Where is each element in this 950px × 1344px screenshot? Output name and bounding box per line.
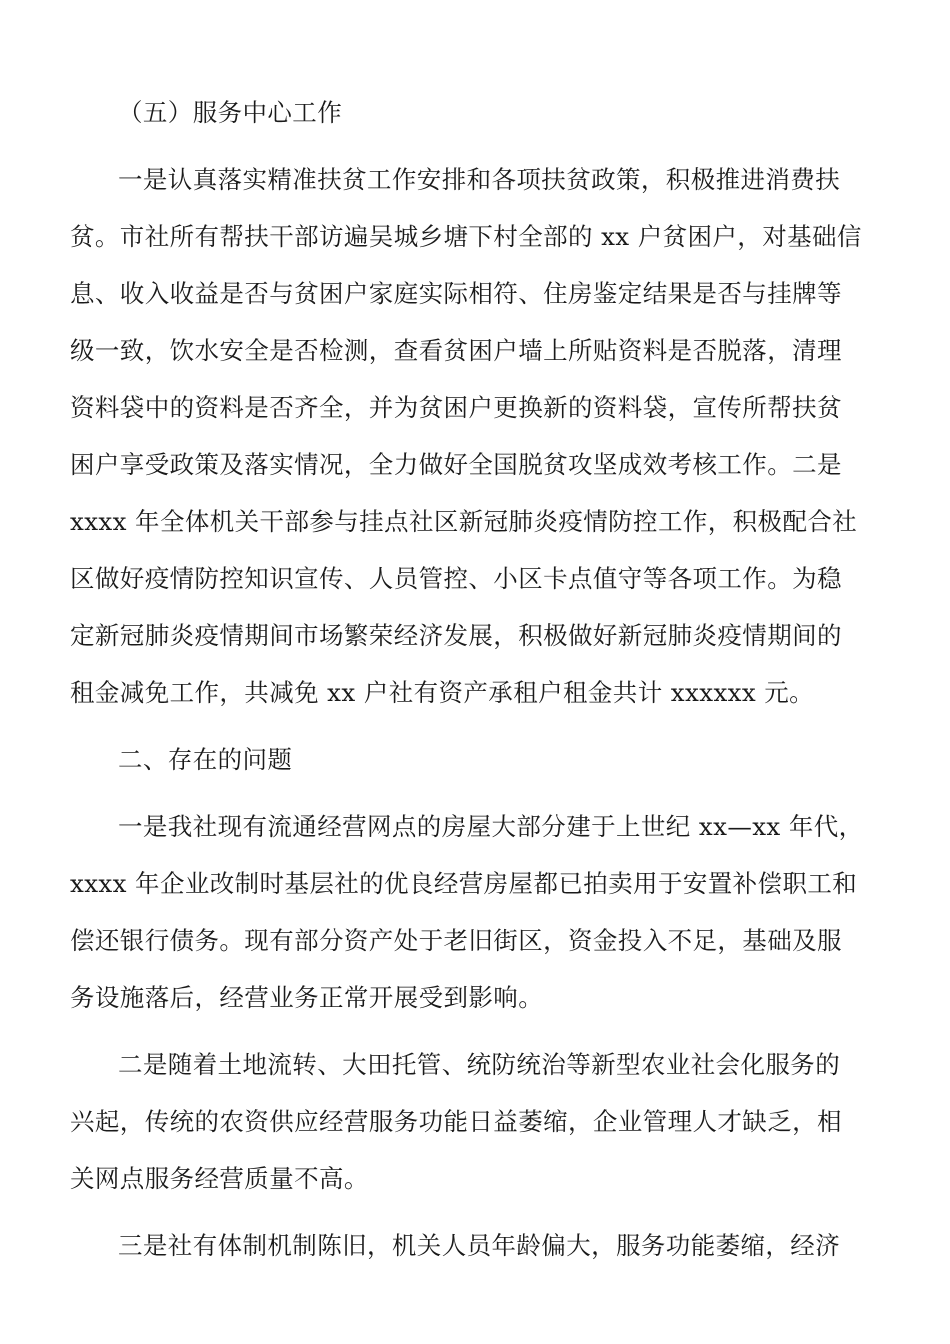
text-line: 资料袋中的资料是否齐全，并为贫困户更换新的资料袋，宣传所帮扶贫 (70, 393, 842, 422)
text-line: 贫。市社所有帮扶干部访遍吴城乡塘下村全部的 xx 户贫困户，对基础信 (70, 222, 862, 251)
paragraph-problem-3 (118, 1217, 882, 1274)
text-line: 二是随着土地流转、大田托管、统防统治等新型农业社会化服务的 (118, 1050, 841, 1079)
text-line: 一是认真落实精准扶贫工作安排和各项扶贫政策，积极推进消费扶 (118, 165, 841, 194)
text-line: xxxx 年企业改制时基层社的优良经营房屋都已拍卖用于安置补偿职工和 (70, 869, 858, 898)
text-line: 租金减免工作，共减免 xx 户社有资产承租户租金共计 xxxxxx 元。 (70, 678, 815, 707)
text-line: 困户享受政策及落实情况，全力做好全国脱贫攻坚成效考核工作。二是 (70, 450, 842, 479)
paragraph-poverty-alleviation (70, 151, 882, 721)
text-line: 一是我社现有流通经营网点的房屋大部分建于上世纪 xx—xx 年代， (118, 812, 864, 841)
paragraph-problem-1 (70, 798, 882, 1026)
text-line: 关网点服务经营质量不高。 (70, 1164, 369, 1193)
section-heading-2: 二、存在的问题 (118, 745, 293, 774)
paragraph-problem-2 (70, 1036, 882, 1207)
text-line: 息、收入收益是否与贫困户家庭实际相符、住房鉴定结果是否与挂牌等 (70, 279, 842, 308)
text-line: 三是社有体制机制陈旧，机关人员年龄偏大，服务功能萎缩，经济 (118, 1231, 841, 1260)
section-heading-5: （五）服务中心工作 (118, 98, 343, 127)
text-line: 兴起，传统的农资供应经营服务功能日益萎缩，企业管理人才缺乏，相 (70, 1107, 842, 1136)
document-body (70, 84, 882, 1274)
text-line: 定新冠肺炎疫情期间市场繁荣经济发展，积极做好新冠肺炎疫情期间的 (70, 621, 842, 650)
text-line: xxxx 年全体机关干部参与挂点社区新冠肺炎疫情防控工作，积极配合社 (70, 507, 858, 536)
text-line: 务设施落后，经营业务正常开展受到影响。 (70, 983, 544, 1012)
text-line: 区做好疫情防控知识宣传、人员管控、小区卡点值守等各项工作。为稳 (70, 564, 842, 593)
text-line: 级一致，饮水安全是否检测，查看贫困户墙上所贴资料是否脱落，清理 (70, 336, 842, 365)
text-line: 偿还银行债务。现有部分资产处于老旧街区，资金投入不足，基础及服 (70, 926, 842, 955)
